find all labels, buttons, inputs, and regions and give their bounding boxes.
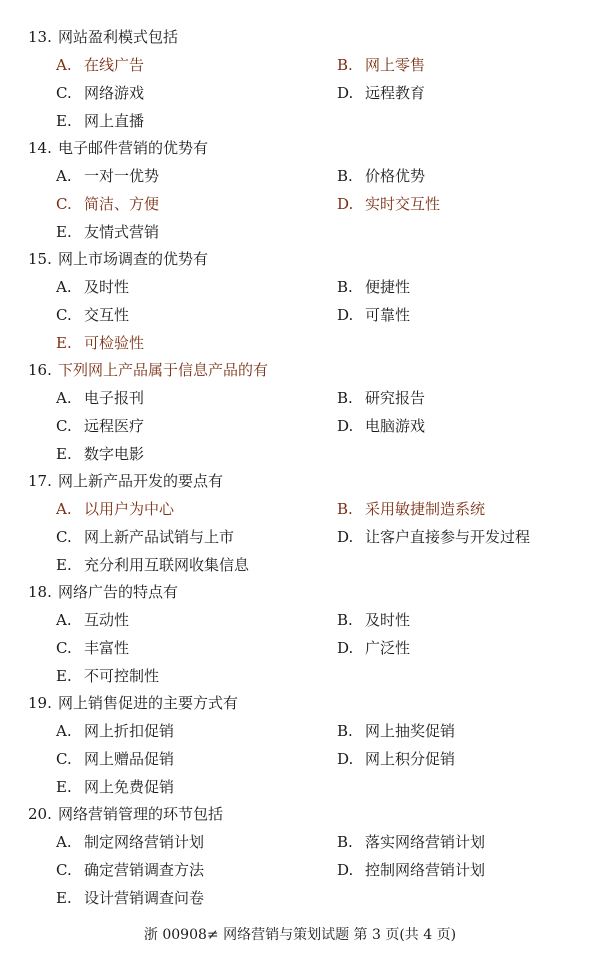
question-text: 下列网上产品属于信息产品的有	[58, 361, 269, 379]
option-text: 远程教育	[365, 84, 426, 102]
option-letter: B.	[337, 278, 353, 296]
option-b	[337, 276, 410, 298]
option-b	[337, 498, 485, 520]
option-text: 落实网络营销计划	[365, 833, 486, 851]
option-letter: D.	[337, 528, 354, 546]
option-a	[56, 276, 129, 298]
option-a	[56, 831, 204, 853]
option-text: 不可控制性	[84, 667, 160, 685]
option-letter: E.	[56, 334, 72, 352]
option-c	[56, 193, 159, 215]
question-number: 20.	[28, 805, 52, 823]
option-letter: C.	[56, 84, 72, 102]
option-text: 互动性	[84, 611, 130, 629]
option-e	[56, 443, 144, 465]
question-title	[28, 803, 223, 825]
option-text: 控制网络营销计划	[365, 861, 486, 879]
option-text: 便捷性	[365, 278, 411, 296]
option-letter: C.	[56, 639, 72, 657]
option-letter: E.	[56, 223, 72, 241]
option-b	[337, 165, 425, 187]
option-letter: D.	[337, 639, 354, 657]
option-letter: C.	[56, 528, 72, 546]
option-a	[56, 165, 159, 187]
option-letter: D.	[337, 861, 354, 879]
option-text: 网上抽奖促销	[365, 722, 456, 740]
option-letter: A.	[56, 722, 72, 740]
option-text: 及时性	[365, 611, 411, 629]
option-letter: B.	[337, 56, 353, 74]
option-text: 一对一优势	[84, 167, 160, 185]
option-text: 在线广告	[84, 56, 145, 74]
question-title	[28, 359, 268, 381]
option-text: 网络游戏	[84, 84, 145, 102]
option-d	[337, 859, 485, 881]
option-text: 友情式营销	[84, 223, 160, 241]
question-title	[28, 581, 178, 603]
question-number: 14.	[28, 139, 52, 157]
question-number: 17.	[28, 472, 52, 490]
option-text: 及时性	[84, 278, 130, 296]
option-a	[56, 54, 144, 76]
option-text: 设计营销调查问卷	[84, 889, 205, 907]
option-a	[56, 387, 144, 409]
option-text: 电脑游戏	[365, 417, 426, 435]
option-text: 可检验性	[84, 334, 145, 352]
option-letter: B.	[337, 500, 353, 518]
option-c	[56, 859, 204, 881]
option-d	[337, 193, 440, 215]
option-b	[337, 54, 425, 76]
option-text: 让客户直接参与开发过程	[365, 528, 531, 546]
option-text: 简洁、方便	[84, 195, 160, 213]
option-d	[337, 637, 410, 659]
option-text: 网上直播	[84, 112, 145, 130]
option-letter: A.	[56, 278, 72, 296]
option-letter: E.	[56, 778, 72, 796]
option-e	[56, 776, 174, 798]
option-letter: C.	[56, 195, 72, 213]
question-number: 16.	[28, 361, 52, 379]
page-footer: 浙 00908≠ 网络营销与策划试题 第 3 页(共 4 页)	[143, 927, 457, 943]
option-text: 网上免费促销	[84, 778, 175, 796]
option-text: 网上零售	[365, 56, 426, 74]
option-letter: C.	[56, 417, 72, 435]
option-letter: A.	[56, 500, 72, 518]
option-c	[56, 637, 129, 659]
option-d	[337, 748, 455, 770]
option-letter: E.	[56, 112, 72, 130]
option-text: 价格优势	[365, 167, 426, 185]
option-text: 网上赠品促销	[84, 750, 175, 768]
question-text: 网上销售促进的主要方式有	[58, 694, 239, 712]
option-letter: C.	[56, 750, 72, 768]
question-title	[28, 248, 208, 270]
option-c	[56, 415, 144, 437]
option-b	[337, 387, 425, 409]
option-letter: A.	[56, 56, 72, 74]
option-b	[337, 609, 410, 631]
question-number: 18.	[28, 583, 52, 601]
option-text: 网上折扣促销	[84, 722, 175, 740]
option-d	[337, 415, 425, 437]
option-letter: D.	[337, 306, 354, 324]
question-title	[28, 26, 178, 48]
option-d	[337, 526, 530, 548]
option-c	[56, 304, 129, 326]
option-text: 实时交互性	[365, 195, 441, 213]
question-text: 电子邮件营销的优势有	[58, 139, 209, 157]
option-letter: A.	[56, 833, 72, 851]
option-a	[56, 720, 174, 742]
option-e	[56, 554, 249, 576]
option-text: 制定网络营销计划	[84, 833, 205, 851]
option-letter: E.	[56, 889, 72, 907]
option-text: 研究报告	[365, 389, 426, 407]
option-letter: D.	[337, 84, 354, 102]
option-letter: B.	[337, 833, 353, 851]
option-text: 交互性	[84, 306, 130, 324]
option-text: 以用户为中心	[84, 500, 175, 518]
option-e	[56, 110, 144, 132]
option-e	[56, 221, 159, 243]
option-e	[56, 332, 144, 354]
option-letter: C.	[56, 861, 72, 879]
option-d	[337, 304, 410, 326]
question-title	[28, 692, 238, 714]
option-letter: D.	[337, 417, 354, 435]
option-text: 网上积分促销	[365, 750, 456, 768]
option-letter: B.	[337, 611, 353, 629]
option-letter: A.	[56, 611, 72, 629]
option-text: 丰富性	[84, 639, 130, 657]
question-text: 网络广告的特点有	[58, 583, 179, 601]
option-text: 确定营销调查方法	[84, 861, 205, 879]
option-text: 充分利用互联网收集信息	[84, 556, 250, 574]
question-number: 15.	[28, 250, 52, 268]
question-text: 网站盈利模式包括	[58, 28, 179, 46]
option-a	[56, 498, 174, 520]
option-text: 远程医疗	[84, 417, 145, 435]
option-letter: B.	[337, 389, 353, 407]
option-text: 网上新产品试销与上市	[84, 528, 235, 546]
option-text: 采用敏捷制造系统	[365, 500, 486, 518]
option-d	[337, 82, 425, 104]
option-letter: E.	[56, 556, 72, 574]
option-letter: C.	[56, 306, 72, 324]
option-text: 广泛性	[365, 639, 411, 657]
option-text: 数字电影	[84, 445, 145, 463]
option-b	[337, 720, 455, 742]
option-e	[56, 665, 159, 687]
option-letter: E.	[56, 667, 72, 685]
question-number: 19.	[28, 694, 52, 712]
question-number: 13.	[28, 28, 52, 46]
option-letter: A.	[56, 167, 72, 185]
question-title	[28, 137, 208, 159]
option-e	[56, 887, 204, 909]
option-letter: B.	[337, 167, 353, 185]
option-letter: D.	[337, 750, 354, 768]
option-letter: E.	[56, 445, 72, 463]
question-text: 网上新产品开发的要点有	[58, 472, 224, 490]
option-b	[337, 831, 485, 853]
option-letter: A.	[56, 389, 72, 407]
option-c	[56, 526, 234, 548]
option-a	[56, 609, 129, 631]
question-text: 网上市场调查的优势有	[58, 250, 209, 268]
option-c	[56, 82, 144, 104]
option-letter: B.	[337, 722, 353, 740]
option-c	[56, 748, 174, 770]
question-text: 网络营销管理的环节包括	[58, 805, 224, 823]
option-letter: D.	[337, 195, 354, 213]
option-text: 电子报刊	[84, 389, 145, 407]
option-text: 可靠性	[365, 306, 411, 324]
question-title	[28, 470, 223, 492]
